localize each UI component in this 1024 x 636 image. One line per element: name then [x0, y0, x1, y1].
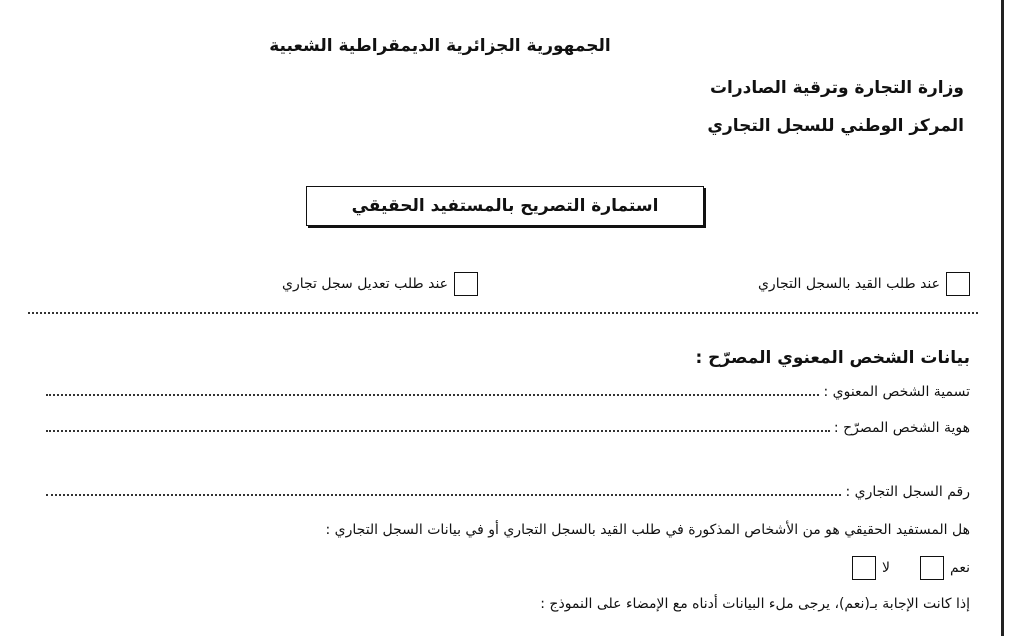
form-title: استمارة التصريح بالمستفيد الحقيقي	[306, 186, 704, 226]
registration-label: عند طلب القيد بالسجل التجاري	[757, 276, 940, 292]
declarant-identity-field[interactable]	[46, 420, 970, 436]
modification-checkbox[interactable]	[454, 272, 478, 296]
ministry-heading: وزارة التجارة وترقية الصادرات	[709, 78, 964, 98]
registry-center-heading: المركز الوطني للسجل التجاري	[707, 116, 964, 136]
register-number-line[interactable]	[46, 494, 841, 496]
beneficiary-question: هل المستفيد الحقيقي هو من الأشخاص المذكورة في طلب القيد بالسجل التجاري أو في بيانات السجل التجاري :	[325, 522, 970, 538]
dotted-separator	[28, 312, 978, 314]
entity-name-line[interactable]	[46, 394, 819, 396]
register-number-field[interactable]	[46, 484, 970, 500]
option-registration[interactable]	[758, 272, 970, 296]
yes-label: نعم	[950, 560, 970, 576]
no-label: لا	[882, 560, 891, 576]
instruction-note: إذا كانت الإجابة بـ(نعم)، يرجى ملء البيانات أدناه مع الإمضاء على النموذج :	[540, 596, 970, 612]
declarant-identity-label: هوية الشخص المصرّح :	[833, 420, 970, 436]
yes-checkbox[interactable]	[920, 556, 944, 580]
no-checkbox[interactable]	[852, 556, 876, 580]
section-title: بيانات الشخص المعنوي المصرّح :	[695, 348, 970, 368]
entity-name-field[interactable]	[46, 384, 970, 400]
republic-heading: الجمهورية الجزائرية الديمقراطية الشعبية	[269, 36, 611, 56]
declarant-identity-line[interactable]	[46, 430, 830, 432]
answer-options	[852, 556, 970, 580]
entity-name-label: تسمية الشخص المعنوي :	[823, 384, 970, 400]
register-number-label: رقم السجل التجاري :	[845, 484, 970, 500]
modification-label: عند طلب تعديل سجل تجاري	[282, 276, 449, 292]
registration-checkbox[interactable]	[946, 272, 970, 296]
option-modification[interactable]	[282, 272, 478, 296]
